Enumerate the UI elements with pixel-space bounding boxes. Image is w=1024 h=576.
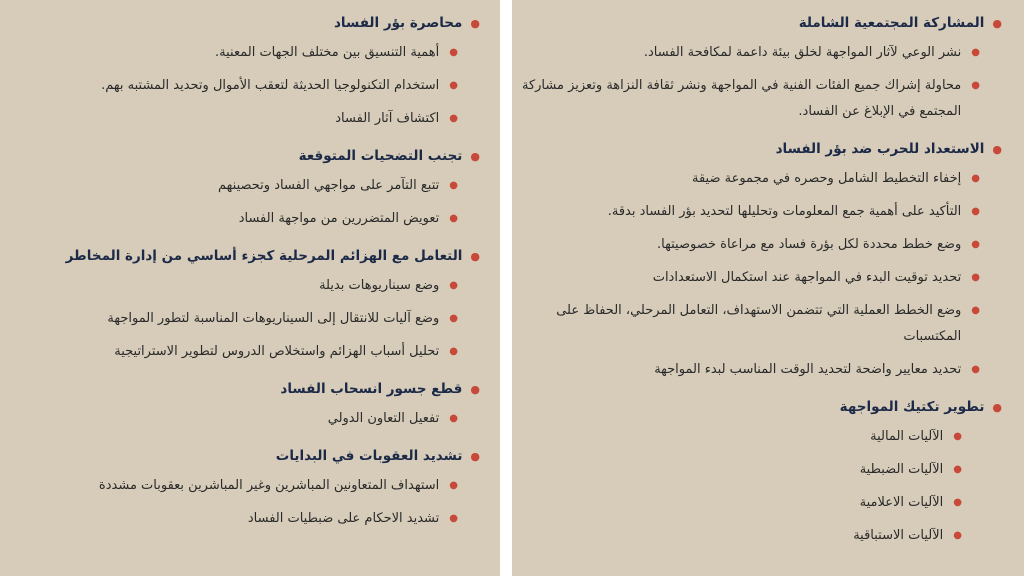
list-item: ● تحديد معايير واضحة لتحديد الوقت المناسب لبدء المواجهة: [522, 357, 980, 383]
bullet-icon: ●: [992, 16, 1002, 30]
heading-text: قطع جسور انسحاب الفساد: [280, 381, 463, 397]
section-community-participation: [522, 6, 1002, 125]
bullet-icon: ●: [992, 142, 1002, 156]
bullet-list: [522, 424, 1002, 549]
bullet-icon: ●: [449, 180, 458, 191]
bullet-list: [8, 473, 480, 532]
list-item: ● تتبع التآمر على مواجهي الفساد وتحصينهم: [8, 173, 458, 199]
bullet-icon: ●: [470, 249, 480, 263]
list-item: ● تحديد توقيت البدء في المواجهة عند استكمال الاستعدادات: [522, 265, 980, 291]
list-item: ● تشديد الاحكام على ضبطيات الفساد: [8, 506, 458, 532]
section-heading: [522, 390, 1002, 424]
section-heading: [8, 239, 480, 273]
section-avoid-sacrifices: [8, 139, 480, 232]
list-item: ● وضع الخطط العملية التي تتضمن الاستهداف، التعامل المرحلي، الحفاظ على المكتسبات: [522, 298, 980, 350]
list-item: ● تعويض المتضررين من مواجهة الفساد: [8, 206, 458, 232]
section-war-preparation: [522, 132, 1002, 383]
bullet-icon: ●: [971, 206, 980, 217]
heading-text: المشاركة المجتمعية الشاملة: [798, 15, 985, 31]
bullet-icon: ●: [971, 305, 980, 316]
heading-text: تجنب التضحيات المتوقعة: [298, 148, 463, 164]
bullet-icon: ●: [971, 239, 980, 250]
bullet-icon: ●: [470, 449, 480, 463]
heading-text: الاستعداد للحرب ضد بؤر الفساد: [775, 141, 985, 157]
bullet-list: [8, 40, 480, 132]
bullet-icon: ●: [971, 364, 980, 375]
heading-text: التعامل مع الهزائم المرحلية كجزء أساسي من إدارة المخاطر: [65, 248, 463, 264]
bullet-icon: ●: [971, 80, 980, 91]
section-harsher-penalties: [8, 439, 480, 532]
bullet-icon: ●: [971, 47, 980, 58]
section-phased-defeats: [8, 239, 480, 365]
list-item: ● وضع سيناريوهات بديلة: [8, 273, 458, 299]
list-item: ● أهمية التنسيق بين مختلف الجهات المعنية.: [8, 40, 458, 66]
list-item: ● نشر الوعي لآثار المواجهة لخلق بيئة داعمة لمكافحة الفساد.: [522, 40, 980, 66]
bullet-list: [8, 173, 480, 232]
column-divider: [500, 0, 512, 576]
section-cut-retreat-bridges: [8, 372, 480, 432]
list-item: ● اكتشاف آثار الفساد: [8, 106, 458, 132]
section-heading: [8, 139, 480, 173]
bullet-icon: ●: [449, 113, 458, 124]
section-heading: [522, 6, 1002, 40]
bullet-icon: ●: [449, 513, 458, 524]
bullet-icon: ●: [470, 149, 480, 163]
list-item: ● الآليات الاعلامية: [522, 490, 962, 516]
bullet-icon: ●: [449, 313, 458, 324]
bullet-icon: ●: [953, 497, 962, 508]
bullet-list: [8, 273, 480, 365]
list-item: ● تحليل أسباب الهزائم واستخلاص الدروس لتطوير الاستراتيجية: [8, 339, 458, 365]
bullet-icon: ●: [470, 382, 480, 396]
section-siege-corruption: [8, 6, 480, 132]
right-column: [512, 0, 1024, 576]
list-item: ● التأكيد على أهمية جمع المعلومات وتحليلها لتحديد بؤر الفساد بدقة.: [522, 199, 980, 225]
list-item: ● الآليات الاستباقية: [522, 523, 962, 549]
bullet-icon: ●: [449, 280, 458, 291]
section-heading: [8, 6, 480, 40]
list-item: ● تفعيل التعاون الدولي: [8, 406, 458, 432]
list-item: ● الآليات الضبطية: [522, 457, 962, 483]
bullet-icon: ●: [971, 173, 980, 184]
section-heading: [8, 439, 480, 473]
list-item: ● استخدام التكنولوجيا الحديثة لتعقب الأموال وتحديد المشتبه بهم.: [8, 73, 458, 99]
bullet-icon: ●: [953, 530, 962, 541]
bullet-icon: ●: [470, 16, 480, 30]
bullet-icon: ●: [449, 213, 458, 224]
list-item: ● وضع خطط محددة لكل بؤرة فساد مع مراعاة خصوصيتها.: [522, 232, 980, 258]
heading-text: محاصرة بؤر الفساد: [333, 15, 463, 31]
list-item: ● وضع آليات للانتقال إلى السيناريوهات المناسبة لتطور المواجهة: [8, 306, 458, 332]
heading-text: تطوير تكتيك المواجهة: [839, 399, 985, 415]
list-item: ● الآليات المالية: [522, 424, 962, 450]
bullet-icon: ●: [449, 346, 458, 357]
bullet-icon: ●: [992, 400, 1002, 414]
bullet-icon: ●: [449, 480, 458, 491]
bullet-icon: ●: [449, 413, 458, 424]
bullet-icon: ●: [953, 464, 962, 475]
bullet-list: [522, 166, 1002, 383]
bullet-icon: ●: [971, 272, 980, 283]
list-item: ● إخفاء التخطيط الشامل وحصره في مجموعة ضيقة: [522, 166, 980, 192]
section-heading: [522, 132, 1002, 166]
list-item: ● محاولة إشراك جميع الفئات الفنية في المواجهة ونشر ثقافة النزاهة وتعزيز مشاركة المجتمع في الإبلاغ عن الفساد.: [522, 73, 980, 125]
list-item: ● استهداف المتعاونين المباشرين وغير المباشرين بعقوبات مشددة: [8, 473, 458, 499]
bullet-list: [522, 40, 1002, 125]
section-heading: [8, 372, 480, 406]
bullet-icon: ●: [953, 431, 962, 442]
bullet-icon: ●: [449, 80, 458, 91]
bullet-list: [8, 406, 480, 432]
heading-text: تشديد العقوبات في البدايات: [275, 448, 463, 464]
section-tactics-development: [522, 390, 1002, 549]
left-column: [0, 0, 500, 576]
bullet-icon: ●: [449, 47, 458, 58]
